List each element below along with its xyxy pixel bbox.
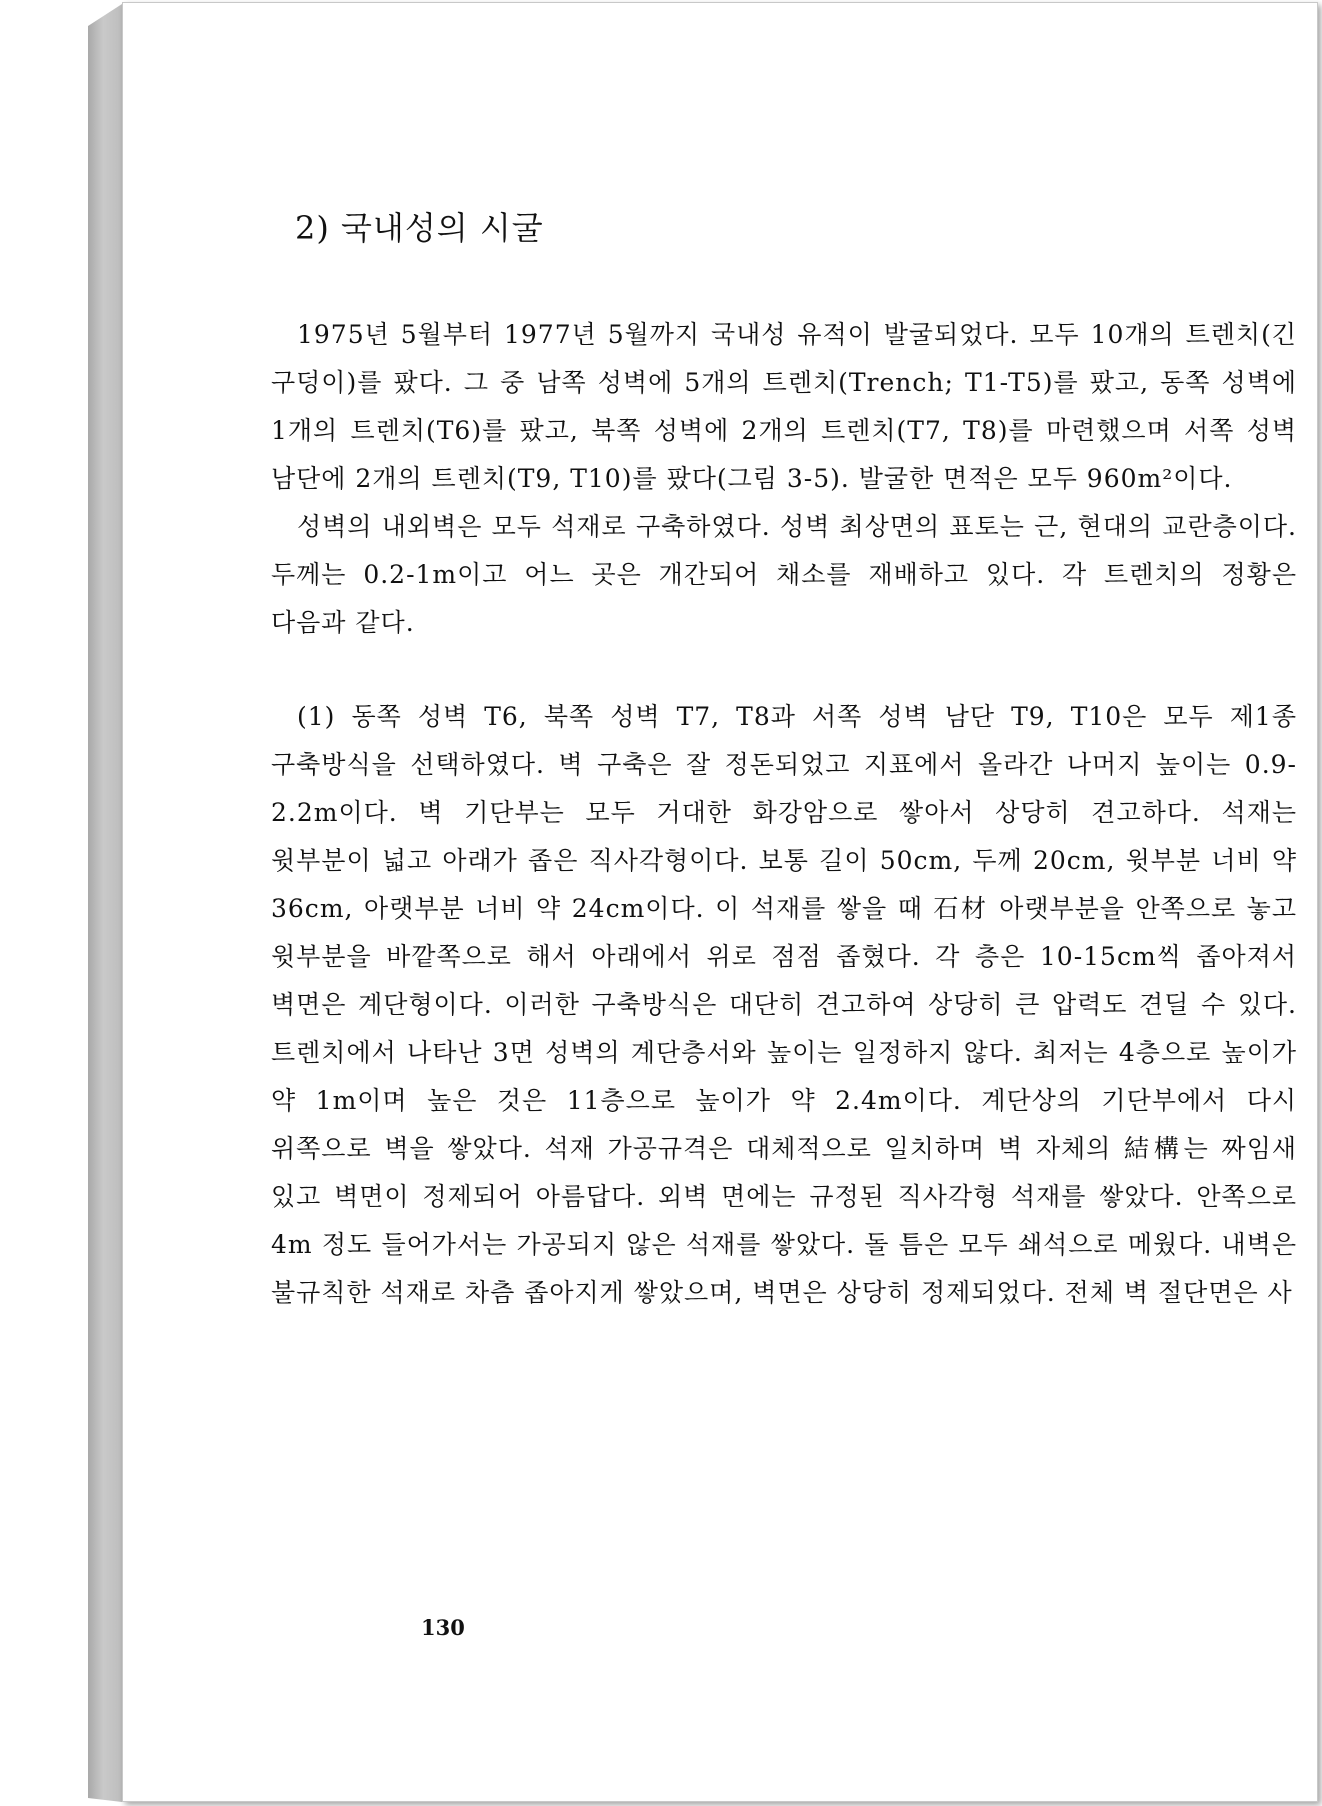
paragraph-excavation-overview: 1975년 5월부터 1977년 5월까지 국내성 유적이 발굴되었다. 모두 10개의 트렌치(긴 구덩이)를 팠다. 그 중 남쪽 성벽에 5개의 트렌치(Trench; T1-T5)를 팠고, 동쪽 성벽에 1개의 트렌치(T6)를 팠고, 북쪽 성벽에 2개의 트렌치(T7, T8)를 마련했으며 서쪽 성벽 남단에 2개의 트렌치(T9, T10)를 팠다(그림 3-5). 발굴한 면적은 모두 960m²이다.	[271, 320, 1297, 493]
paragraph-trench-construction: (1) 동쪽 성벽 T6, 북쪽 성벽 T7, T8과 서쪽 성벽 남단 T9, T10은 모두 제1종 구축방식을 선택하였다. 벽 구축은 잘 정돈되었고 지표에서 올라간 나머지 높이는 0.9-2.2m이다. 벽 기단부는 모두 거대한 화강암으로 쌓아서 상당히 견고하다. 석재는 윗부분이 넓고 아래가 좁은 직사각형이다. 보통 길이 50cm, 두께 20cm, 윗부분 너비 약 36cm, 아랫부분 너비 약 24cm이다. 이 석재를 쌓을 때 石材 아랫부분을 안쪽으로 놓고 윗부분을 바깥쪽으로 해서 아래에서 위로 점점 좁혔다. 각 층은 10-15cm씩 좁아져서 벽면은 계단형이다. 이러한 구축방식은 대단히 견고하여 상당히 큰 압력도 견딜 수 있다. 트렌치에서 나타난 3면 성벽의 계단층서와 높이는 일정하지 않다. 최저는 4층으로 높이가 약 1m이며 높은 것은 11층으로 높이가 약 2.4m이다. 계단상의 기단부에서 다시 위쪽으로 벽을 쌓았다. 석재 가공규격은 대체적으로 일치하며 벽 자체의 結構는 짜임새 있고 벽면이 정제되어 아름답다. 외벽 면에는 규정된 직사각형 석재를 쌓았다. 안쪽으로 4m 정도 들어가서는 가공되지 않은 석재를 쌓았다. 돌 틈은 모두 쇄석으로 메웠다. 내벽은 불규칙한 석재로 차츰 좁아지게 쌓았으며, 벽면은 상당히 정제되었다. 전체 벽 절단면은 사	[271, 702, 1297, 1307]
page-body	[271, 203, 1297, 1317]
paragraph-wall-materials: 성벽의 내외벽은 모두 석재로 구축하였다. 성벽 최상면의 표토는 근, 현대의 교란층이다. 두께는 0.2-1m이고 어느 곳은 개간되어 채소를 재배하고 있다. 각 트렌치의 정황은 다음과 같다.	[271, 512, 1297, 637]
book-spine	[88, 4, 122, 1802]
paragraph-spacer	[271, 647, 1297, 693]
book-page	[122, 2, 1318, 1802]
page-number: 130	[421, 1615, 465, 1640]
section-heading: 2) 국내성의 시굴	[295, 209, 544, 247]
